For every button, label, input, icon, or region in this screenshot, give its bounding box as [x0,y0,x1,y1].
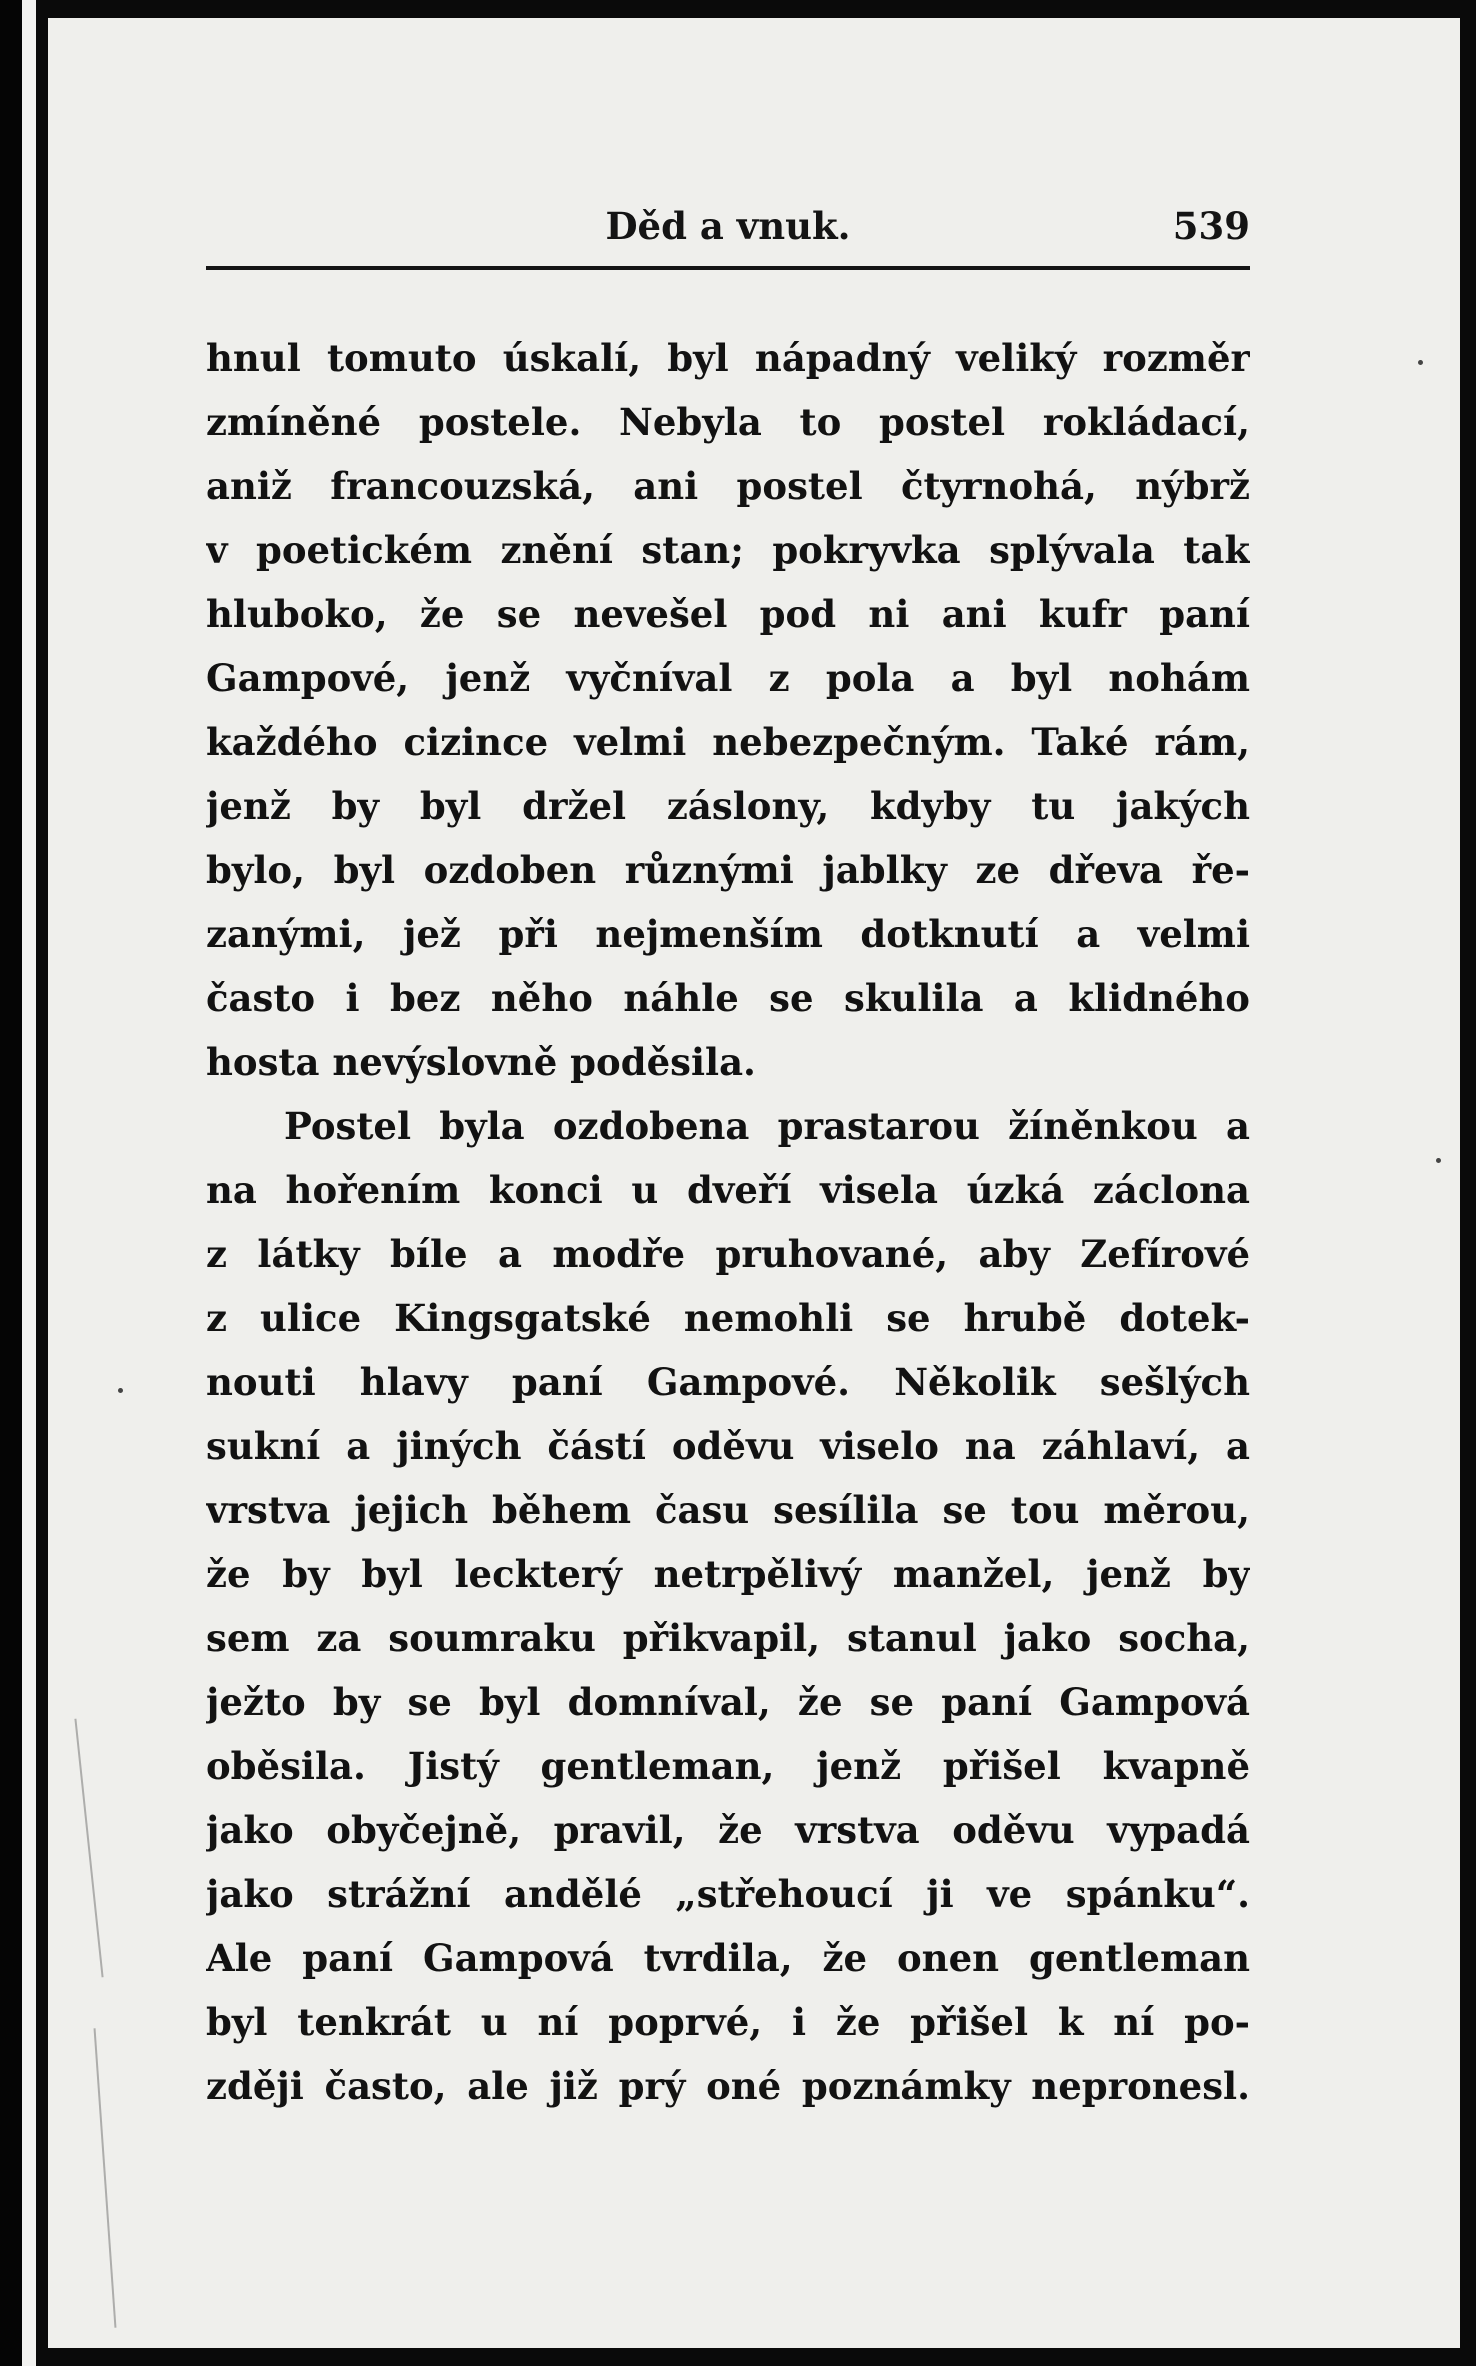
body-text [206,326,1250,2118]
adjacent-page-edge [22,0,36,2366]
text-line: sem za soumraku přikvapil, stanul jako socha, [206,1616,1250,1660]
text-line: že by byl leckterý netrpělivý manžel, jenž by [206,1552,1250,1596]
scan-speck [118,1388,123,1393]
text-line: ježto by se byl domníval, že se paní Gampová [206,1680,1250,1724]
text-line: zmíněné postele. Nebyla to postel rokládací, [206,400,1250,444]
scan-speck [1418,360,1423,365]
text-line: sukní a jiných částí oděvu viselo na záhlaví, a [206,1424,1250,1468]
text-line: Ale paní Gampová tvrdila, že onen gentleman [206,1936,1250,1980]
text-line: oběsila. Jistý gentleman, jenž přišel kvapně [206,1744,1250,1788]
text-line: byl tenkrát u ní poprvé, i že přišel k ní po- [206,2000,1250,2044]
text-line: z ulice Kingsgatské nemohli se hrubě dotek- [206,1296,1250,1340]
text-line: na hořením konci u dveří visela úzká záclona [206,1168,1250,1212]
page-header [206,196,1250,258]
text-line: zději často, ale již prý oné poznámky nepronesl. [206,2064,1250,2108]
running-title: Děd a vnuk. [605,204,851,248]
text-line: vrstva jejich během času sesílila se tou měrou, [206,1488,1250,1532]
text-line: Gampové, jenž vyčníval z pola a byl nohám [206,656,1250,700]
header-rule [206,266,1250,270]
text-line: bylo, byl ozdoben různými jablky ze dřeva ře- [206,848,1250,892]
scan-scratch [94,2028,117,2327]
text-line: hnul tomuto úskalí, byl nápadný veliký rozměr [206,336,1250,380]
scan-scratch [74,1719,103,1978]
text-line: jako obyčejně, pravil, že vrstva oděvu vypadá [206,1808,1250,1852]
paragraph-start-line: Postel byla ozdobena prastarou žíněnkou a [284,1104,1250,1148]
text-line: z látky bíle a modře pruhované, aby Zefírové [206,1232,1250,1276]
text-line: hluboko, že se nevešel pod ni ani kufr paní [206,592,1250,636]
text-line: často i bez něho náhle se skulila a klidného [206,976,1250,1020]
text-line: aniž francouzská, ani postel čtyrnohá, nýbrž [206,464,1250,508]
paragraph-end-line: hosta nevýslovně poděsila. [206,1040,756,1084]
text-line: zanými, jež při nejmenším dotknutí a velmi [206,912,1250,956]
text-line: každého cizince velmi nebezpečným. Také rám, [206,720,1250,764]
scan-speck [1436,1158,1441,1163]
text-line: v poetickém znění stan; pokryvka splývala tak [206,528,1250,572]
text-line: nouti hlavy paní Gampové. Několik sešlých [206,1360,1250,1404]
page-number: 539 [1172,204,1250,248]
text-line: jenž by byl držel záslony, kdyby tu jakých [206,784,1250,828]
text-line: jako strážní andělé „střehoucí ji ve spánku“. [206,1872,1250,1916]
